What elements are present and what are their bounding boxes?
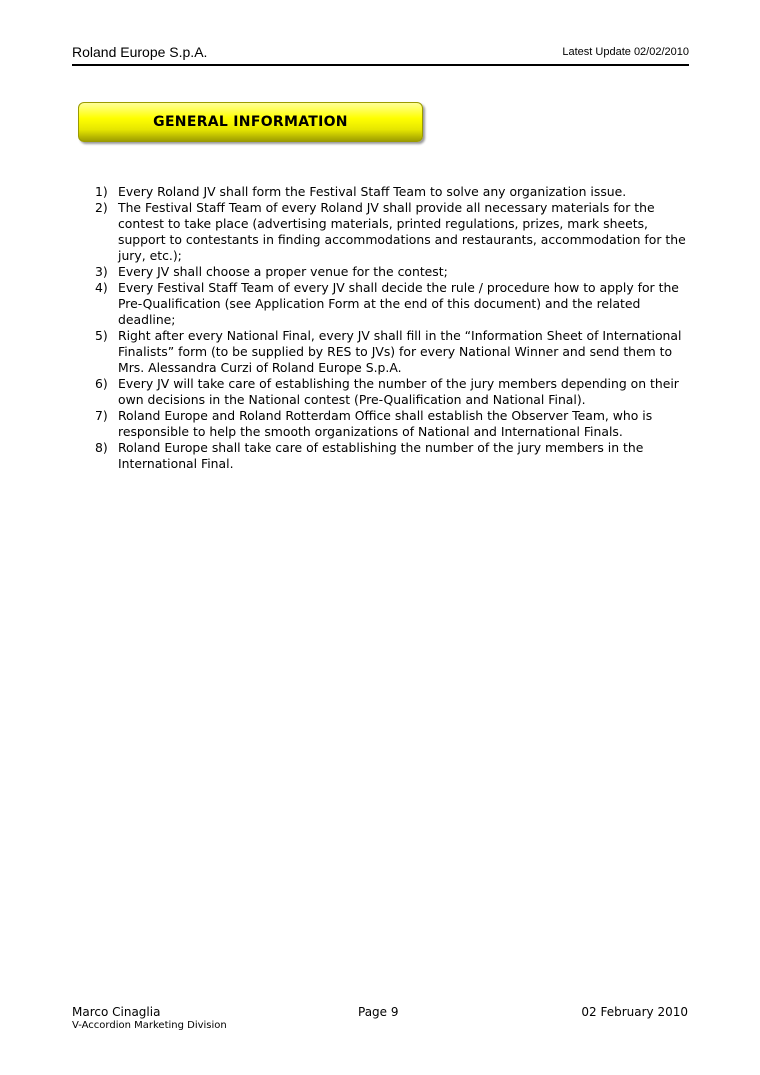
list-item	[95, 264, 695, 280]
page-header	[72, 44, 689, 66]
section-banner	[78, 102, 423, 142]
list-item-number: 3)	[95, 264, 108, 279]
latest-update: Latest Update 02/02/2010	[562, 46, 689, 58]
list-item-number: 2)	[95, 200, 108, 215]
footer-date: 02 February 2010	[581, 1005, 688, 1019]
information-list	[95, 184, 695, 472]
list-item-text: Every Festival Staff Team of every JV shall decide the rule / procedure how to apply for the Pre-Qualification (see Application Form at the end of this document) and the related deadline;	[118, 280, 679, 327]
list-item-text: The Festival Staff Team of every Roland JV shall provide all necessary materials for the contest to take place (advertising materials, printed regulations, prizes, mark sheets, support to contestants in finding accommodations and restaurants, accommodation for the jury, etc.);	[118, 200, 686, 263]
page-number: Page 9	[358, 1005, 399, 1019]
list-item-text: Roland Europe shall take care of establishing the number of the jury members in the International Final.	[118, 440, 644, 471]
list-item-text: Every JV shall choose a proper venue for the contest;	[118, 264, 448, 279]
list-item-number: 7)	[95, 408, 108, 423]
list-item	[95, 440, 695, 472]
list-item	[95, 408, 695, 440]
list-item-number: 1)	[95, 184, 108, 199]
section-title: GENERAL INFORMATION	[153, 114, 348, 130]
footer-left	[72, 1005, 227, 1033]
list-item-number: 5)	[95, 328, 108, 343]
footer-division: V-Accordion Marketing Division	[72, 1020, 227, 1031]
list-item	[95, 376, 695, 408]
list-item-text: Roland Europe and Roland Rotterdam Office shall establish the Observer Team, who is responsible to help the smooth organizations of National and International Finals.	[118, 408, 653, 439]
list-item-text: Every JV will take care of establishing the number of the jury members depending on their own decisions in the National contest (Pre-Qualification and National Final).	[118, 376, 679, 407]
list-item	[95, 280, 695, 328]
list-item-text: Every Roland JV shall form the Festival Staff Team to solve any organization issue.	[118, 184, 627, 199]
list-item	[95, 328, 695, 376]
list-item-number: 8)	[95, 440, 108, 455]
list-item-number: 4)	[95, 280, 108, 295]
company-name: Roland Europe S.p.A.	[72, 44, 208, 60]
footer-author: Marco Cinaglia	[72, 1005, 161, 1019]
list-item	[95, 184, 695, 200]
list-item-number: 6)	[95, 376, 108, 391]
list-item	[95, 200, 695, 264]
list-item-text: Right after every National Final, every JV shall fill in the “Information Sheet of International Finalists” form (to be supplied by RES to JVs) for every National Winner and send them to Mrs. Alessandra Curzi of Roland Europe S.p.A.	[118, 328, 682, 375]
